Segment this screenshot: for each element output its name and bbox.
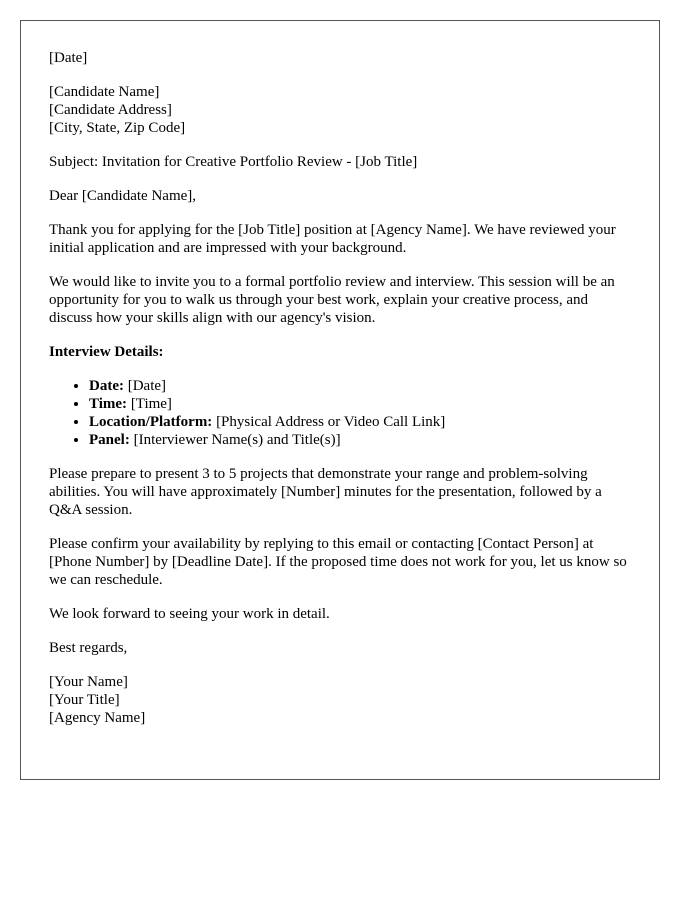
detail-label: Location/Platform: [89,414,213,430]
recipient-block [49,83,631,137]
subject-line: Subject: Invitation for Creative Portfolio Review - [Job Title] [49,154,418,170]
signature-agency: [Agency Name] [49,710,146,726]
body-paragraph-4: Please confirm your availability by replying to this email or contacting [Contact Person] at [Phone Number] by [Deadline Date]. If the proposed time does not work for you, let us know so we can reschedule. [49,536,627,588]
detail-value: [Interviewer Name(s) and Title(s)] [129,432,341,448]
body-paragraph-5: We look forward to seeing your work in detail. [49,606,330,622]
body-paragraph-2: We would like to invite you to a formal portfolio review and interview. This session will be an opportunity for you to walk us through your best work, explain your creative process, and discuss how your skills align with our agency's vision. [49,274,615,326]
closing: Best regards, [49,640,128,656]
detail-value: [Date] [123,378,167,394]
signature-title: [Your Title] [49,692,120,708]
detail-item-panel [89,431,631,449]
detail-label: Panel: [89,432,130,448]
detail-item-date [89,377,631,395]
signature-block [49,673,631,727]
signature-name: [Your Name] [49,674,128,690]
detail-item-location [89,413,631,431]
recipient-name: [Candidate Name] [49,84,160,100]
letter-page [20,20,660,780]
detail-label: Date: [89,378,124,394]
detail-item-time [89,395,631,413]
details-list [49,377,631,449]
detail-label: Time: [89,396,128,412]
letter-date: [Date] [49,50,88,66]
salutation: Dear [Candidate Name], [49,188,197,204]
details-heading: Interview Details: [49,344,164,360]
body-paragraph-3: Please prepare to present 3 to 5 projects that demonstrate your range and problem-solving abilities. You will have approximately [Number] minutes for the presentation, followed by a Q&A session. [49,466,602,518]
detail-value: [Time] [127,396,172,412]
detail-value: [Physical Address or Video Call Link] [212,414,446,430]
body-paragraph-1: Thank you for applying for the [Job Title] position at [Agency Name]. We have reviewed your initial application and are impressed with your background. [49,222,616,256]
recipient-city: [City, State, Zip Code] [49,120,186,136]
recipient-address: [Candidate Address] [49,102,172,118]
